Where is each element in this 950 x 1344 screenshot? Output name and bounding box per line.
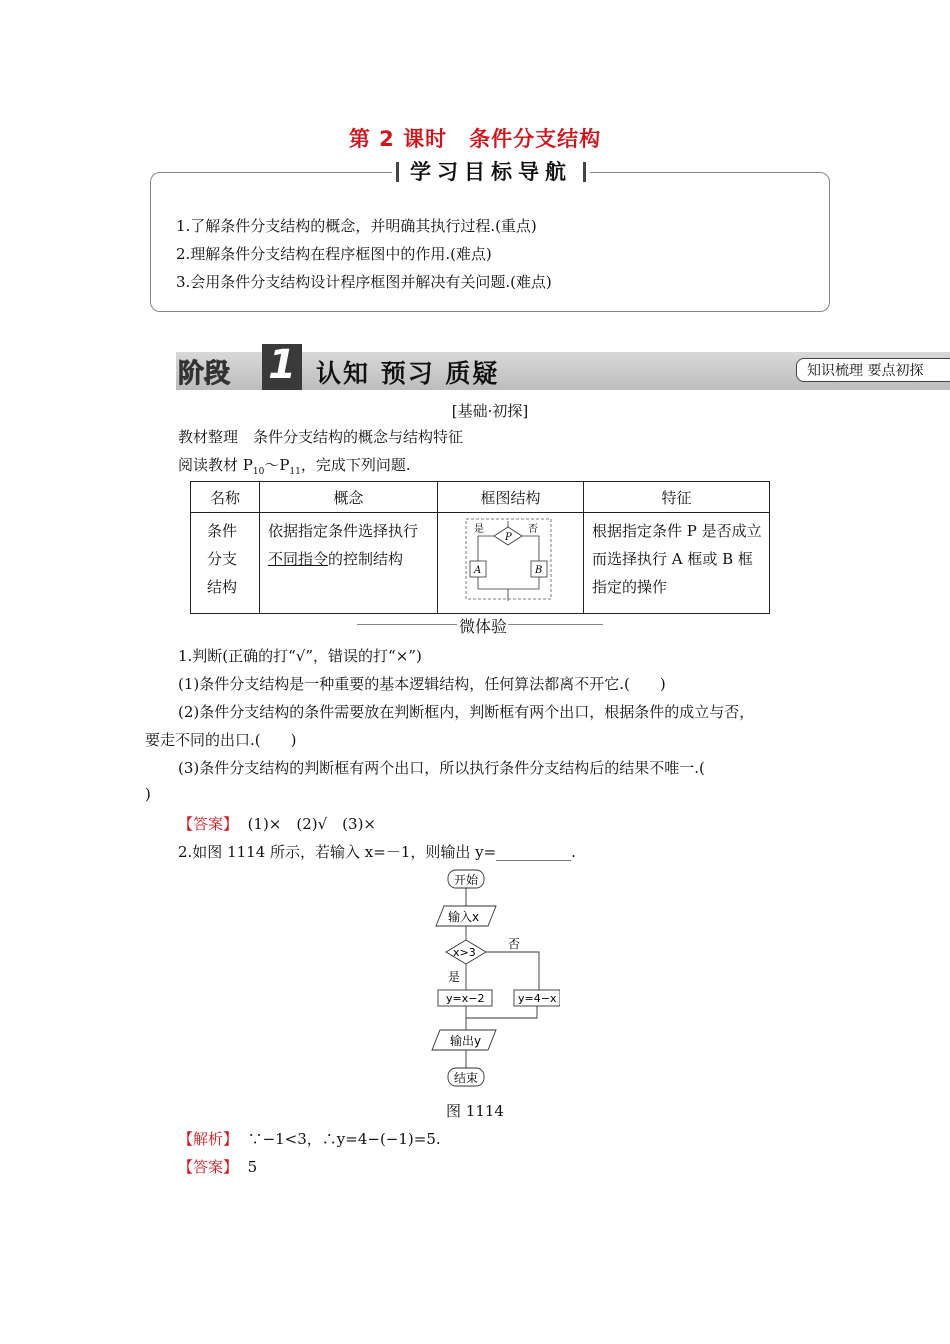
basics-subheading: [基础·初探]	[451, 402, 529, 420]
flowchart	[420, 866, 560, 1094]
connector	[478, 577, 539, 589]
q2-answer	[178, 1156, 257, 1177]
q1-item: (1)条件分支结构是一种重要的基本逻辑结构，任何算法都离不开它.( )	[178, 675, 666, 693]
instruction-text: 阅读教材 P	[178, 456, 253, 474]
diagram-p: P	[505, 532, 512, 543]
goals-heading: 学习目标导航	[392, 156, 590, 186]
q1-item: 要走不同的出口.( )	[145, 731, 297, 749]
q1-item: (3)条件分支结构的判断框有两个出口，所以执行条件分支结构后的结果不唯一.(	[178, 759, 705, 777]
flow-yes-label: 是	[448, 970, 461, 984]
instruction-sub: 11	[289, 467, 301, 477]
diagram-a: A	[474, 565, 482, 576]
answer-label: 【答案】	[178, 1158, 239, 1176]
concept-underlined: 不同指令	[268, 550, 329, 568]
instruction-text: ，完成下列问题.	[300, 456, 411, 474]
q1-item: (2)条件分支结构的条件需要放在判断框内，判断框有两个出口，根据条件的成立与否，	[178, 703, 755, 721]
table-header: 框图结构	[438, 482, 584, 513]
flow-end-label: 结束	[454, 1071, 479, 1085]
structure-name: 条件分支结构	[207, 522, 238, 596]
analysis-label: 【解析】	[178, 1130, 239, 1148]
answer-label: 【答案】	[178, 815, 239, 833]
diagram-yes: 是	[474, 524, 484, 535]
q1-answer	[178, 813, 376, 834]
connector	[522, 536, 539, 561]
flow-start-label: 开始	[454, 873, 479, 887]
answer-text: (1)× (2)√ (3)×	[247, 815, 377, 833]
q1-item: )	[145, 785, 151, 803]
diagram-no: 否	[528, 524, 538, 535]
micro-heading: 微体验	[458, 617, 507, 636]
stage-number: 1	[268, 342, 296, 388]
answer-text: 5	[247, 1158, 258, 1176]
table-cell-feature: 根据指定条件 P 是否成立而选择执行 A 框或 B 框指定的操作	[584, 513, 770, 614]
basics-topic: 教材整理 条件分支结构的概念与结构特征	[178, 428, 464, 446]
table-header: 特征	[584, 482, 770, 513]
flow-input-label: 输入x	[448, 910, 480, 924]
basics-instruction	[178, 454, 411, 477]
stage-tag: 知识梳理 要点初探	[796, 358, 950, 382]
diagram-b: B	[535, 565, 543, 576]
stage-label: 阶段	[178, 359, 231, 389]
flow-decision-label: x>3	[453, 946, 476, 959]
page-title: 第 2 课时 条件分支结构	[348, 127, 602, 151]
flow-output-label: 输出y	[450, 1034, 482, 1048]
goal-item: 3.会用条件分支结构设计程序框图并解决有关问题.(难点)	[176, 273, 552, 291]
flow-no-label: 否	[508, 937, 521, 951]
table-cell-concept	[260, 513, 438, 614]
goal-item: 2.理解条件分支结构在程序框图中的作用.(难点)	[176, 245, 492, 263]
concept-text: 的控制结构	[328, 550, 404, 568]
flow-left-label: y=x−2	[446, 992, 485, 1005]
instruction-sub: 10	[252, 467, 265, 477]
table-header: 概念	[260, 482, 438, 513]
divider-left	[357, 624, 457, 625]
figure-caption: 图 1114	[446, 1102, 504, 1120]
table-cell-diagram	[438, 513, 584, 614]
stage-title: 认知 预习 质疑	[316, 359, 500, 388]
table-cell-name	[191, 513, 260, 614]
q2-prompt: 2.如图 1114 所示，若输入 x=－1，则输出 y=__________.	[178, 843, 576, 861]
connector	[486, 952, 539, 990]
q2-analysis	[178, 1128, 441, 1149]
connector	[466, 1006, 537, 1018]
table-header: 名称	[191, 482, 260, 513]
q1-prompt: 1.判断(正确的打“√”，错误的打“×”)	[178, 647, 422, 665]
goal-item: 1.了解条件分支结构的概念，并明确其执行过程.(重点)	[176, 217, 537, 235]
connector	[478, 536, 494, 561]
instruction-text: ～P	[264, 456, 290, 474]
structure-table	[190, 481, 770, 614]
concept-text: 依据指定条件选择执行	[268, 522, 419, 540]
branch-diagram	[438, 513, 581, 609]
analysis-text: ∵−1<3，∴y=4−(−1)=5.	[247, 1130, 441, 1148]
divider-right	[508, 624, 603, 625]
flow-right-label: y=4−x	[518, 992, 557, 1005]
